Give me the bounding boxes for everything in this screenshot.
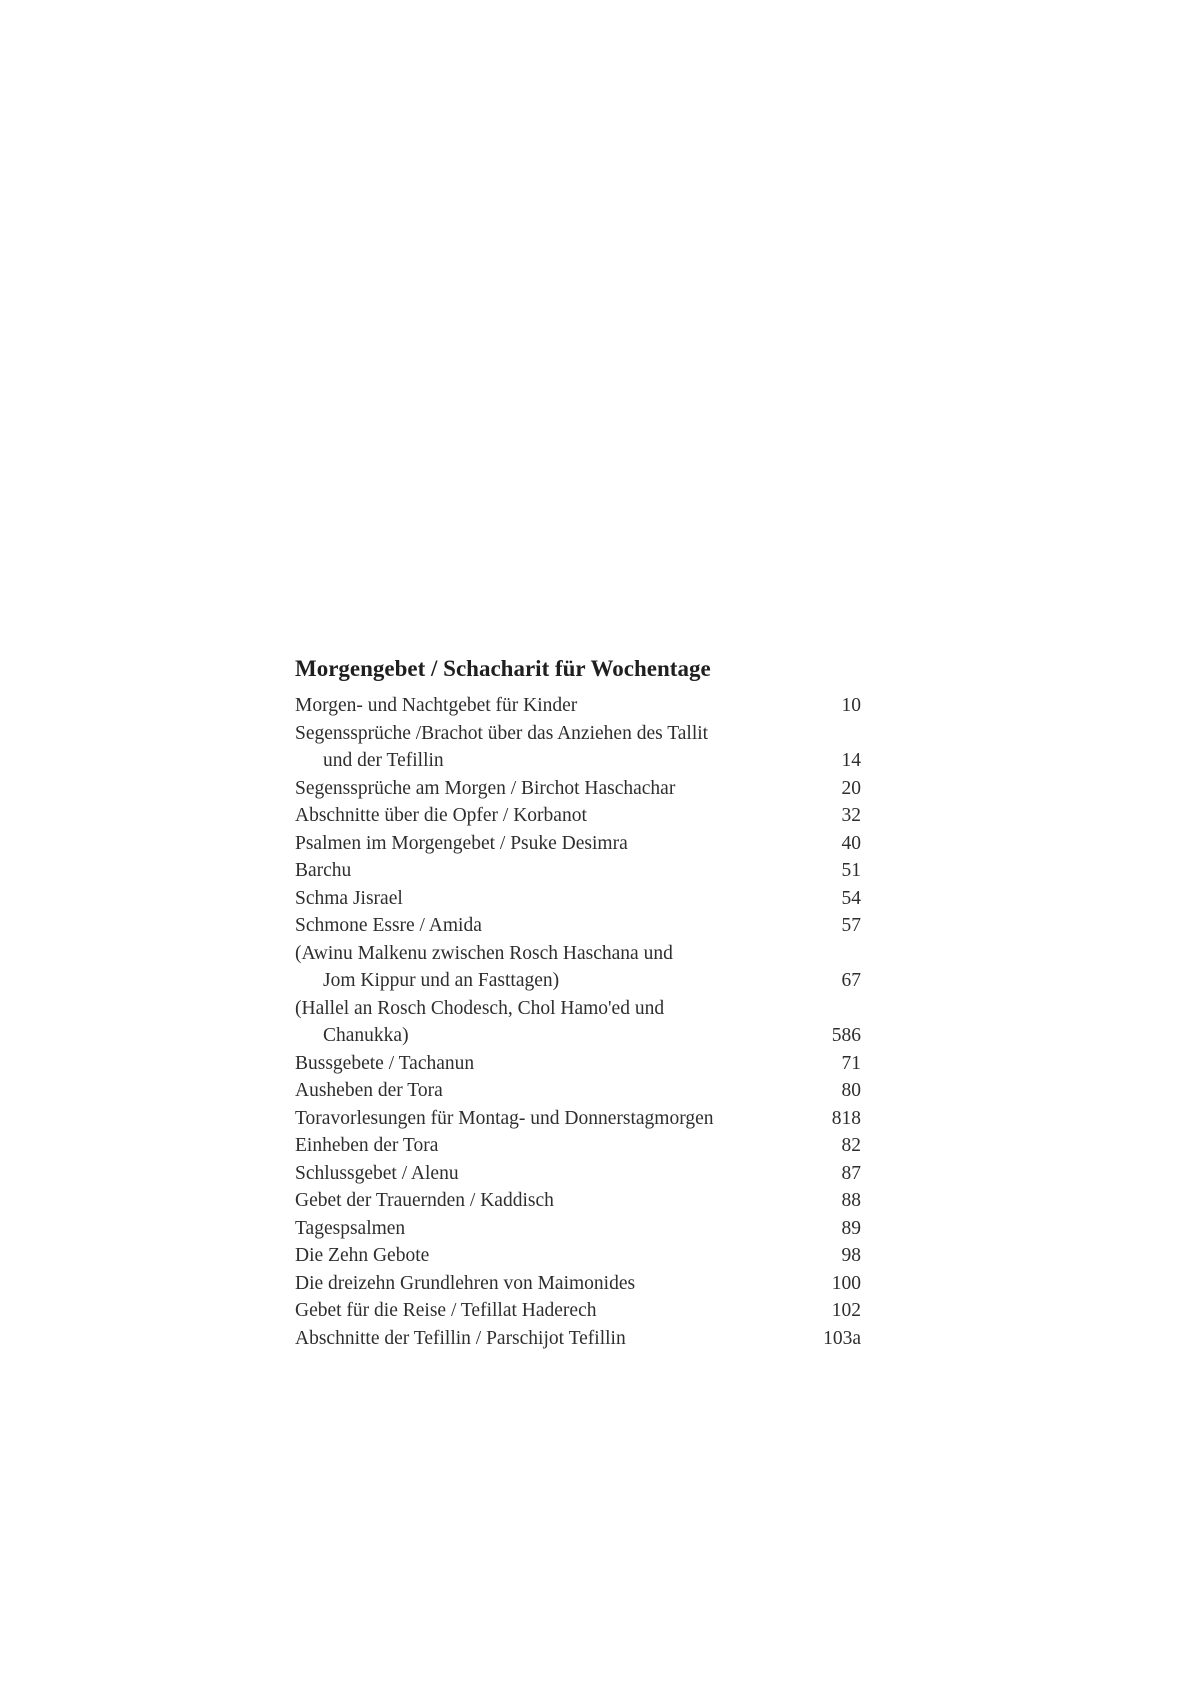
toc-entry-text: Abschnitte der Tefillin / Parschijot Tefillin xyxy=(295,1327,626,1349)
toc-entry[interactable] xyxy=(295,1132,861,1160)
toc-entry[interactable] xyxy=(295,720,861,775)
toc-entry-line xyxy=(295,1187,861,1215)
toc-entry-line xyxy=(295,747,861,775)
toc-entry-line xyxy=(295,1215,861,1243)
toc-page-number: 10 xyxy=(841,695,861,716)
toc-entry-text: Schmone Essre / Amida xyxy=(295,915,482,936)
toc-entry-text: Abschnitte über die Opfer / Korbanot xyxy=(295,805,587,826)
toc-entry-line xyxy=(295,1022,861,1050)
toc-page-number: 67 xyxy=(841,970,861,991)
toc-page-number: 54 xyxy=(841,887,861,909)
toc-entry[interactable] xyxy=(295,692,861,720)
toc-entry-line xyxy=(295,940,861,968)
toc-entry-line xyxy=(295,830,861,858)
toc-page-number: 586 xyxy=(831,1025,861,1046)
toc-entry[interactable] xyxy=(295,1215,861,1243)
toc-page-number: 40 xyxy=(841,832,861,854)
toc-entry-line xyxy=(295,885,861,913)
toc-entry-line xyxy=(295,1297,861,1325)
toc-page-number: 87 xyxy=(841,1162,861,1184)
toc-entry[interactable] xyxy=(295,857,861,885)
toc-page-number: 82 xyxy=(841,1135,861,1156)
toc-entry-text: Barchu xyxy=(295,860,352,881)
toc-entry-text: Morgen- und Nachtgebet für Kinder xyxy=(295,695,578,716)
toc-entry-text: Segenssprüche am Morgen / Birchot Haschachar xyxy=(295,777,676,799)
toc-entry-text: Schma Jisrael xyxy=(295,887,403,909)
toc-entry-line xyxy=(295,1105,861,1133)
toc-list xyxy=(295,692,861,1352)
toc-entry-line xyxy=(295,967,861,995)
toc-entry-text: (Hallel an Rosch Chodesch, Chol Hamo'ed und xyxy=(295,997,665,1019)
toc-page-number: 98 xyxy=(841,1245,861,1266)
toc-entry-text: Jom Kippur und an Fasttagen) xyxy=(323,970,560,991)
toc-entry[interactable] xyxy=(295,940,861,995)
toc-entry-line xyxy=(295,720,861,748)
toc-entry[interactable] xyxy=(295,1160,861,1188)
toc-page-number: 71 xyxy=(841,1052,861,1074)
toc-page-number: 102 xyxy=(831,1300,861,1321)
toc-entry-text: Toravorlesungen für Montag- und Donnerstagmorgen xyxy=(295,1107,714,1129)
toc-entry-text: Gebet der Trauernden / Kaddisch xyxy=(295,1190,554,1211)
toc-entry[interactable] xyxy=(295,1242,861,1270)
toc-title: Morgengebet / Schacharit für Wochentage xyxy=(295,656,711,681)
toc-entry[interactable] xyxy=(295,830,861,858)
toc-entry[interactable] xyxy=(295,1325,861,1353)
toc-entry[interactable] xyxy=(295,1187,861,1215)
toc-entry[interactable] xyxy=(295,1050,861,1078)
toc-entry-text: Psalmen im Morgengebet / Psuke Desimra xyxy=(295,832,628,854)
toc-page-number: 57 xyxy=(841,915,861,936)
toc-entry-line xyxy=(295,1077,861,1105)
toc-page-number: 80 xyxy=(841,1080,861,1101)
toc-entry-text: Ausheben der Tora xyxy=(295,1080,443,1101)
toc-page-number: 51 xyxy=(841,860,861,881)
toc-entry[interactable] xyxy=(295,995,861,1050)
toc-entry-text: und der Tefillin xyxy=(323,750,444,771)
toc-entry-text: (Awinu Malkenu zwischen Rosch Haschana und xyxy=(295,942,673,964)
toc-entry-text: Die Zehn Gebote xyxy=(295,1245,430,1266)
toc-entry-line xyxy=(295,995,861,1023)
toc-page-number: 818 xyxy=(831,1107,861,1129)
toc-entry[interactable] xyxy=(295,775,861,803)
toc-entry-text: Schlussgebet / Alenu xyxy=(295,1162,459,1184)
toc-entry[interactable] xyxy=(295,1297,861,1325)
toc-entry-line xyxy=(295,802,861,830)
toc-entry[interactable] xyxy=(295,1077,861,1105)
toc-page-number: 32 xyxy=(841,805,861,826)
table-of-contents xyxy=(295,654,861,1352)
toc-entry-line xyxy=(295,1325,861,1353)
toc-entry-text: Einheben der Tora xyxy=(295,1135,439,1156)
toc-entry-line xyxy=(295,775,861,803)
toc-entry-text: Gebet für die Reise / Tefillat Haderech xyxy=(295,1300,597,1321)
toc-entry-text: Tagespsalmen xyxy=(295,1217,406,1239)
toc-entry-line xyxy=(295,1270,861,1298)
toc-entry-text: Chanukka) xyxy=(323,1025,409,1046)
toc-page-number: 103a xyxy=(823,1327,861,1349)
toc-entry-line xyxy=(295,1242,861,1270)
toc-entry-text: Bussgebete / Tachanun xyxy=(295,1052,475,1074)
toc-page-number: 20 xyxy=(841,777,861,799)
toc-entry[interactable] xyxy=(295,1105,861,1133)
toc-entry-text: Segenssprüche /Brachot über das Anziehen des Tallit xyxy=(295,722,709,744)
toc-entry-line xyxy=(295,912,861,940)
toc-entry[interactable] xyxy=(295,802,861,830)
toc-entry-text: Die dreizehn Grundlehren von Maimonides xyxy=(295,1272,636,1294)
toc-page-number: 88 xyxy=(841,1190,861,1211)
toc-page-number: 100 xyxy=(831,1272,861,1294)
toc-entry[interactable] xyxy=(295,885,861,913)
toc-entry-line xyxy=(295,692,861,720)
toc-page-number: 89 xyxy=(841,1217,861,1239)
toc-entry[interactable] xyxy=(295,1270,861,1298)
toc-entry[interactable] xyxy=(295,912,861,940)
toc-entry-line xyxy=(295,1132,861,1160)
toc-entry-line xyxy=(295,1050,861,1078)
toc-entry-line xyxy=(295,1160,861,1188)
toc-page-number: 14 xyxy=(841,750,861,771)
toc-entry-line xyxy=(295,857,861,885)
